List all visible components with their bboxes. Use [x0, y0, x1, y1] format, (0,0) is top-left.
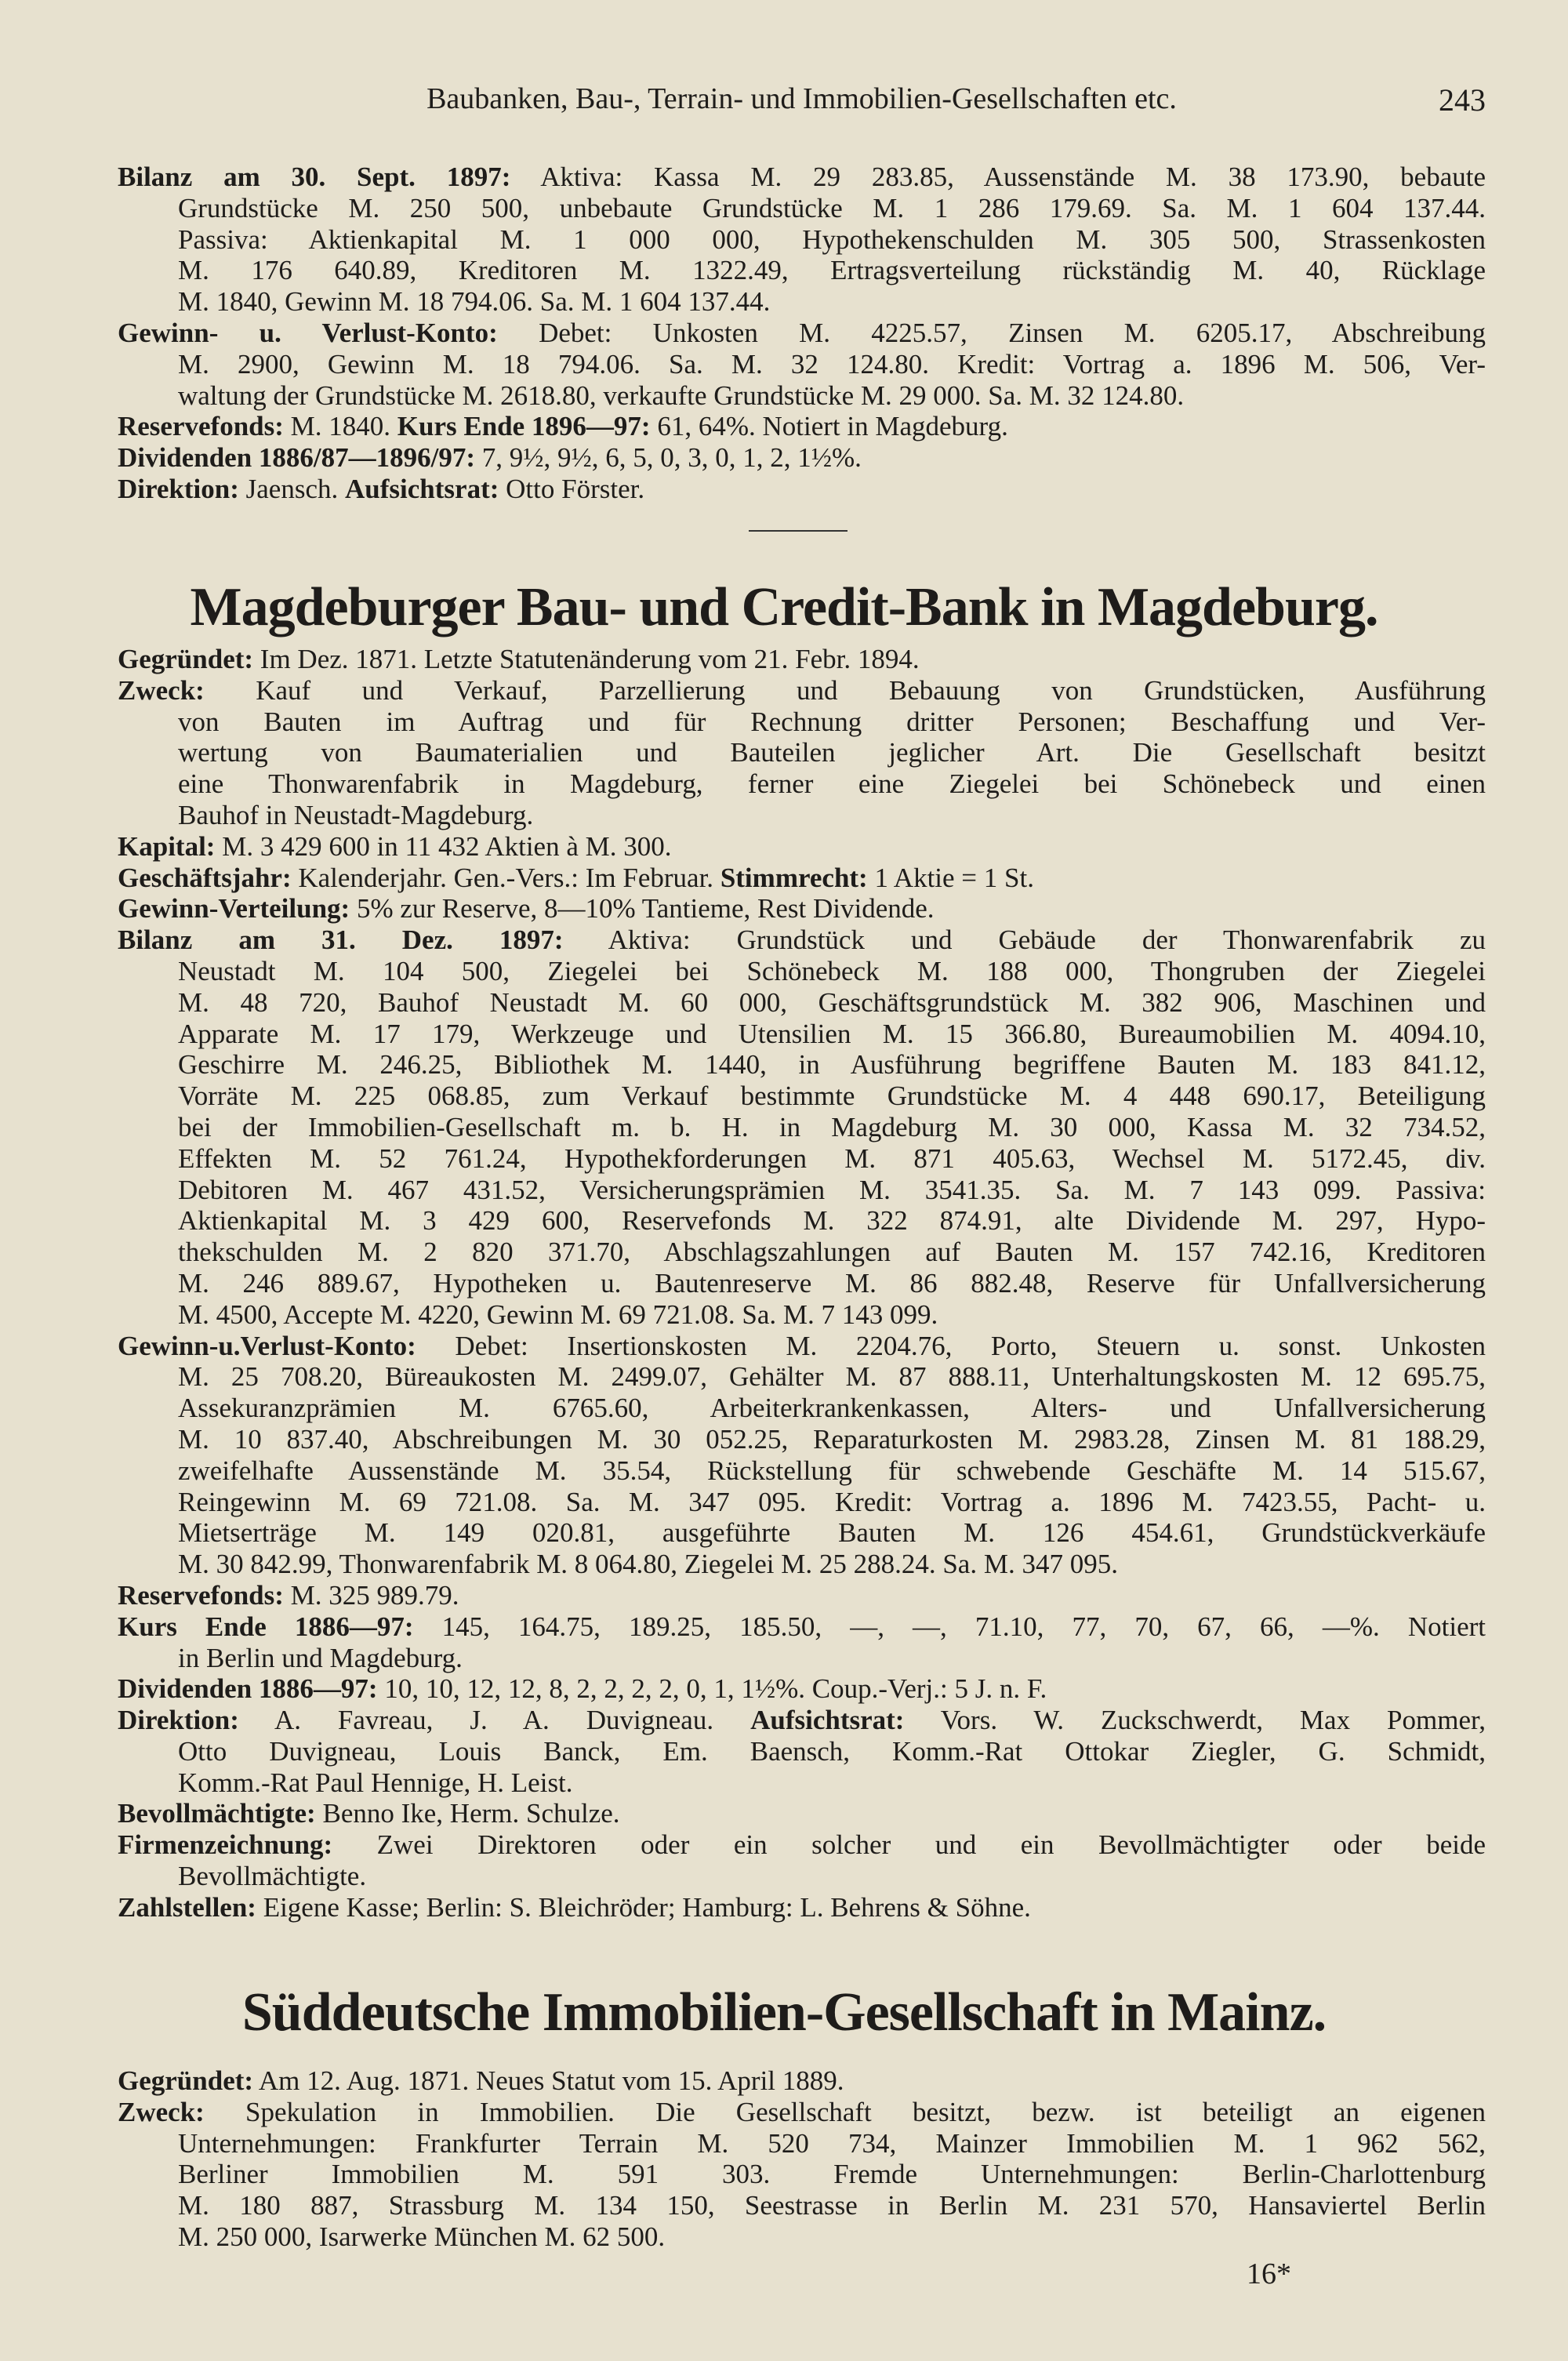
- entry-text: M. 30 842.99, Thonwarenfabrik M. 8 064.80, Ziegelei M. 25 288.24. Sa. M. 347 095.: [178, 1549, 1118, 1580]
- text-line: [118, 1049, 1486, 1081]
- text-line: [118, 893, 1486, 924]
- entry-text: M. 1840, Gewinn M. 18 794.06. Sa. M. 1 604 137.44.: [178, 286, 771, 318]
- entry-text: Apparate M. 17 179, Werkzeuge und Utensilien M. 15 366.80, Bureaumobilien M. 4094.10,: [178, 1018, 1486, 1049]
- entry-label: Kurs Ende 1896—97:: [397, 411, 651, 442]
- text-line: [118, 675, 1486, 706]
- entry-label: Gewinn-u.Verlust-Konto:: [118, 1330, 416, 1361]
- entry-label: Zweck:: [118, 674, 205, 706]
- entry-label: Bilanz am 31. Dez. 1897:: [118, 924, 564, 956]
- text-line: [118, 193, 1486, 224]
- entry-paragraph: [118, 442, 1486, 474]
- text-line: [118, 411, 1486, 442]
- text-line: [118, 1580, 1486, 1611]
- entry-label: Dividenden 1886—97:: [118, 1673, 378, 1705]
- entry-paragraph: [118, 1705, 1486, 1798]
- entry-text: Assekuranzprämien M. 6765.60, Arbeiterkrankenkassen, Alters- und Unfallversicherung: [178, 1393, 1486, 1424]
- text-line: [118, 1487, 1486, 1518]
- entry-label: Gewinn-Verteilung:: [118, 893, 350, 924]
- entry-label: Bilanz am 30. Sept. 1897:: [118, 162, 511, 192]
- entry-label: Bevollmächtigte:: [118, 1798, 316, 1829]
- entry-paragraph: [118, 1673, 1486, 1705]
- text-line: [118, 1767, 1486, 1799]
- entry-text: Komm.-Rat Paul Hennige, H. Leist.: [178, 1767, 573, 1798]
- text-line: [118, 1175, 1486, 1206]
- entry-label: Aufsichtsrat:: [345, 473, 499, 504]
- entry-text: M. 246 889.67, Hypotheken u. Bautenreserve M. 86 882.48, Reserve für Unfallversicherung: [178, 1267, 1486, 1299]
- entry-paragraph: [118, 1798, 1486, 1829]
- entry-text: Bauhof in Neustadt-Magdeburg.: [178, 799, 534, 830]
- text-line: [118, 1705, 1486, 1736]
- entry-text: 7, 9½, 9½, 6, 5, 0, 3, 0, 1, 2, 1½%.: [475, 442, 862, 474]
- entry-paragraph: [118, 474, 1486, 505]
- entry-text: M. 176 640.89, Kreditoren M. 1322.49, Ertragsverteilung rückständig M. 40, Rücklage: [178, 255, 1486, 286]
- entry-label: Kapital:: [118, 830, 216, 862]
- text-line: [118, 1861, 1486, 1892]
- entry-text: M. 4500, Accepte M. 4220, Gewinn M. 69 721.08. Sa. M. 7 143 099.: [178, 1299, 938, 1330]
- text-line: [118, 1361, 1486, 1393]
- running-header: [118, 82, 1486, 121]
- entry-paragraph: [118, 1829, 1486, 1892]
- entry-text: bei der Immobilien-Gesellschaft m. b. H. in Magdeburg M. 30 000, Kassa M. 32 734.52,: [178, 1111, 1486, 1142]
- text-line: [118, 831, 1486, 863]
- text-line: [118, 162, 1486, 193]
- entry-text: M. 10 837.40, Abschreibungen M. 30 052.25, Reparaturkosten M. 2983.28, Zinsen M. 81 188.29,: [178, 1423, 1486, 1455]
- text-line: [118, 956, 1486, 987]
- entry-text: von Bauten im Auftrag und für Rechnung dritter Personen; Beschaffung und Ver-: [178, 706, 1486, 737]
- text-line: [118, 1393, 1486, 1424]
- text-line: [118, 1331, 1486, 1362]
- entry-paragraph: [118, 863, 1486, 894]
- entry-text: thekschulden M. 2 820 371.70, Abschlagszahlungen auf Bauten M. 157 742.16, Kreditoren: [178, 1237, 1486, 1268]
- entry-text: Im Dez. 1871. Letzte Statutenänderung vom 21. Febr. 1894.: [253, 644, 920, 674]
- entry-text: Aktiva: Grundstück und Gebäude der Thonwarenfabrik zu: [563, 924, 1486, 956]
- entry-text: wertung von Baumaterialien und Bauteilen jeglicher Art. Die Gesellschaft besitzt: [178, 737, 1486, 768]
- entry-text: eine Thonwarenfabrik in Magdeburg, ferner eine Ziegelei bei Schönebeck und einen: [178, 768, 1486, 800]
- entry-text: 61, 64%. Notiert in Magdeburg.: [650, 411, 1008, 442]
- entry-text: 145, 164.75, 189.25, 185.50, —, —, 71.10, 77, 70, 67, 66, —%. Notiert: [413, 1611, 1486, 1642]
- text-line: [118, 286, 1486, 318]
- entry-paragraph: [118, 924, 1486, 1330]
- entry-text: Jaensch.: [238, 473, 346, 504]
- section-baubank-entry-tail: [118, 162, 1486, 505]
- entry-text: Aktiva: Kassa M. 29 283.85, Aussenstände M. 38 173.90, bebaute: [510, 162, 1486, 192]
- text-line: [118, 1019, 1486, 1050]
- section-divider: [749, 530, 848, 532]
- entry-text: Mietserträge M. 149 020.81, ausgeführte Bauten M. 126 454.61, Grundstückverkäufe: [178, 1517, 1486, 1549]
- entry-paragraph: [118, 675, 1486, 831]
- text-line: [118, 1517, 1486, 1549]
- text-line: [118, 318, 1486, 349]
- entry-text: 5% zur Reserve, 8—10% Tantieme, Rest Dividende.: [350, 893, 935, 924]
- text-line: [118, 1424, 1486, 1455]
- entry-text: M. 180 887, Strassburg M. 134 150, Seestrasse in Berlin M. 231 570, Hansaviertel Berlin: [178, 2190, 1486, 2221]
- text-line: [118, 255, 1486, 286]
- entry-label: Dividenden 1886/87—1896/97:: [118, 442, 476, 474]
- entry-label: Kurs Ende 1886—97:: [118, 1611, 414, 1642]
- entry-text: Unternehmungen: Frankfurter Terrain M. 520 734, Mainzer Immobilien M. 1 962 562,: [178, 2127, 1486, 2159]
- entry-text: Aktienkapital M. 3 429 600, Reservefonds M. 322 874.91, alte Dividende M. 297, Hypo-: [178, 1205, 1486, 1237]
- entry-text: M. 3 429 600 in 11 432 Aktien à M. 300.: [215, 830, 672, 862]
- entry-label: Aufsichtsrat:: [750, 1705, 905, 1736]
- text-line: [118, 2159, 1486, 2190]
- text-line: [118, 1643, 1486, 1674]
- entry-paragraph: [118, 318, 1486, 411]
- text-line: [118, 706, 1486, 738]
- entry-paragraph: [118, 2065, 1486, 2097]
- entry-text: Geschirre M. 246.25, Bibliothek M. 1440, in Ausführung begriffene Bauten M. 183 841.12,: [178, 1049, 1486, 1081]
- text-line: [118, 987, 1486, 1019]
- entry-text: Otto Duvigneau, Louis Banck, Em. Baensch, Komm.-Rat Ottokar Ziegler, G. Schmidt,: [178, 1735, 1486, 1767]
- entry-text: Vors. W. Zuckschwerdt, Max Pommer,: [904, 1705, 1486, 1736]
- entry-text: 1 Aktie = 1 St.: [867, 862, 1034, 893]
- text-line: [118, 1268, 1486, 1299]
- entry-text: Neustadt M. 104 500, Ziegelei bei Schönebeck M. 188 000, Thongruben der Ziegelei: [178, 955, 1486, 986]
- company-title-magdeburger-bank: Magdeburger Bau- und Credit-Bank in Magdeburg.: [190, 577, 1378, 637]
- text-line: [118, 1798, 1486, 1829]
- entry-paragraph: [118, 1331, 1486, 1580]
- text-line: [118, 1237, 1486, 1268]
- signature-mark: 16*: [1247, 2257, 1291, 2290]
- text-line: [118, 863, 1486, 894]
- entry-text: waltung der Grundstücke M. 2618.80, verkaufte Grundstücke M. 29 000. Sa. M. 32 124.80.: [178, 380, 1185, 411]
- text-line: [118, 1081, 1486, 1112]
- entry-text: A. Favreau, J. A. Duvigneau.: [238, 1705, 751, 1736]
- entry-text: Reingewinn M. 69 721.08. Sa. M. 347 095. Kredit: Vortrag a. 1896 M. 7423.55, Pacht- u.: [178, 1486, 1486, 1517]
- entry-text: Debet: Insertionskosten M. 2204.76, Porto, Steuern u. sonst. Unkosten: [416, 1330, 1486, 1361]
- text-line: [118, 1299, 1486, 1331]
- text-line: [118, 442, 1486, 474]
- entry-paragraph: [118, 411, 1486, 442]
- entry-label: Gegründet:: [118, 644, 254, 674]
- entry-text: M. 48 720, Bauhof Neustadt M. 60 000, Geschäftsgrundstück M. 382 906, Maschinen und: [178, 986, 1486, 1018]
- entry-text: M. 1840.: [283, 411, 397, 442]
- entry-label: Direktion:: [118, 1705, 239, 1736]
- entry-text: Benno Ike, Herm. Schulze.: [315, 1798, 620, 1829]
- text-line: [118, 2128, 1486, 2159]
- entry-paragraph: [118, 1892, 1486, 1923]
- entry-text: Otto Förster.: [499, 473, 645, 504]
- entry-text: Kauf und Verkauf, Parzellierung und Bebauung von Grundstücken, Ausführung: [204, 674, 1486, 706]
- text-line: [118, 768, 1486, 800]
- entry-text: Kalenderjahr. Gen.-Vers.: Im Februar.: [291, 862, 720, 893]
- text-line: [118, 924, 1486, 956]
- entry-paragraph: [118, 1580, 1486, 1611]
- text-line: [118, 1673, 1486, 1705]
- entry-text: Effekten M. 52 761.24, Hypothekforderungen M. 871 405.63, Wechsel M. 5172.45, div.: [178, 1142, 1486, 1174]
- entry-paragraph: [118, 1611, 1486, 1674]
- entry-text: Zwei Direktoren oder ein solcher und ein Bevollmächtigter oder beide: [332, 1829, 1486, 1861]
- text-line: [118, 1112, 1486, 1143]
- running-title: Baubanken, Bau-, Terrain- und Immobilien-Gesellschaften etc.: [426, 82, 1177, 115]
- entry-text: Berliner Immobilien M. 591 303. Fremde Unternehmungen: Berlin-Charlottenburg: [178, 2159, 1486, 2190]
- text-line: [118, 1611, 1486, 1643]
- text-line: [118, 1829, 1486, 1861]
- entry-label: Zahlstellen:: [118, 1891, 256, 1923]
- entry-label: Zweck:: [118, 2096, 205, 2127]
- entry-text: Spekulation in Immobilien. Die Gesellschaft besitzt, bezw. ist beteiligt an eigenen: [204, 2096, 1486, 2127]
- entry-label: Geschäftsjahr:: [118, 862, 292, 893]
- text-line: [118, 644, 1486, 675]
- entry-label: Gewinn- u. Verlust-Konto:: [118, 317, 498, 348]
- company-title-sueddeutsche-immobilien: Süddeutsche Immobilien-Gesellschaft in Mainz.: [241, 1982, 1327, 2043]
- entry-paragraph: [118, 893, 1486, 924]
- text-line: [118, 2221, 1486, 2253]
- entry-label: Gegründet:: [118, 2065, 254, 2096]
- section-magdeburger-bank: [118, 644, 1486, 1923]
- entry-text: M. 325 989.79.: [283, 1579, 459, 1611]
- entry-text: in Berlin und Magdeburg.: [178, 1642, 463, 1673]
- section-sueddeutsche-immobilien: [118, 2065, 1486, 2253]
- entry-text: Debitoren M. 467 431.52, Versicherungsprämien M. 3541.35. Sa. M. 7 143 099. Passiva:: [178, 1174, 1486, 1205]
- entry-text: Debet: Unkosten M. 4225.57, Zinsen M. 6205.17, Abschreibung: [497, 317, 1486, 348]
- entry-paragraph: [118, 2097, 1486, 2253]
- text-line: [118, 2190, 1486, 2221]
- entry-label: Direktion:: [118, 473, 239, 504]
- entry-text: Vorräte M. 225 068.85, zum Verkauf bestimmte Grundstücke M. 4 448 690.17, Beteiligung: [178, 1081, 1486, 1112]
- entry-label: Reservefonds:: [118, 411, 284, 442]
- entry-label: Stimmrecht:: [720, 862, 868, 893]
- entry-paragraph: [118, 644, 1486, 675]
- entry-text: 10, 10, 12, 12, 8, 2, 2, 2, 2, 0, 1, 1½%. Coup.-Verj.: 5 J. n. F.: [377, 1673, 1047, 1705]
- text-line: [118, 1892, 1486, 1923]
- text-line: [118, 349, 1486, 380]
- entry-text: Bevollmächtigte.: [178, 1861, 367, 1892]
- entry-text: M. 2900, Gewinn M. 18 794.06. Sa. M. 32 124.80. Kredit: Vortrag a. 1896 M. 506, Ver-: [178, 348, 1486, 380]
- text-line: [118, 224, 1486, 256]
- entry-paragraph: [118, 162, 1486, 318]
- text-line: [118, 1205, 1486, 1237]
- text-line: [118, 380, 1486, 412]
- entry-text: M. 25 708.20, Büreaukosten M. 2499.07, Gehälter M. 87 888.11, Unterhaltungskosten M. 12 695.75,: [178, 1361, 1486, 1393]
- entry-text: Grundstücke M. 250 500, unbebaute Grundstücke M. 1 286 179.69. Sa. M. 1 604 137.44.: [178, 192, 1486, 223]
- text-line: [118, 737, 1486, 768]
- text-line: [118, 2065, 1486, 2097]
- text-line: [118, 1736, 1486, 1767]
- entry-text: Passiva: Aktienkapital M. 1 000 000, Hypothekenschulden M. 305 500, Strassenkosten: [178, 223, 1486, 255]
- text-line: [118, 800, 1486, 831]
- entry-text: M. 250 000, Isarwerke München M. 62 500.: [178, 2221, 666, 2252]
- entry-text: Eigene Kasse; Berlin: S. Bleichröder; Hamburg: L. Behrens & Söhne.: [256, 1891, 1031, 1923]
- text-line: [118, 474, 1486, 505]
- entry-label: Firmenzeichnung:: [118, 1829, 333, 1861]
- text-line: [118, 1455, 1486, 1487]
- entry-text: Am 12. Aug. 1871. Neues Statut vom 15. April 1889.: [253, 2065, 844, 2096]
- text-line: [118, 1549, 1486, 1580]
- entry-label: Reservefonds:: [118, 1579, 284, 1611]
- text-line: [118, 2097, 1486, 2128]
- entry-paragraph: [118, 831, 1486, 863]
- text-line: [118, 1143, 1486, 1175]
- entry-text: zweifelhafte Aussenstände M. 35.54, Rückstellung für schwebende Geschäfte M. 14 515.67,: [178, 1455, 1486, 1486]
- page-number: 243: [1439, 82, 1486, 118]
